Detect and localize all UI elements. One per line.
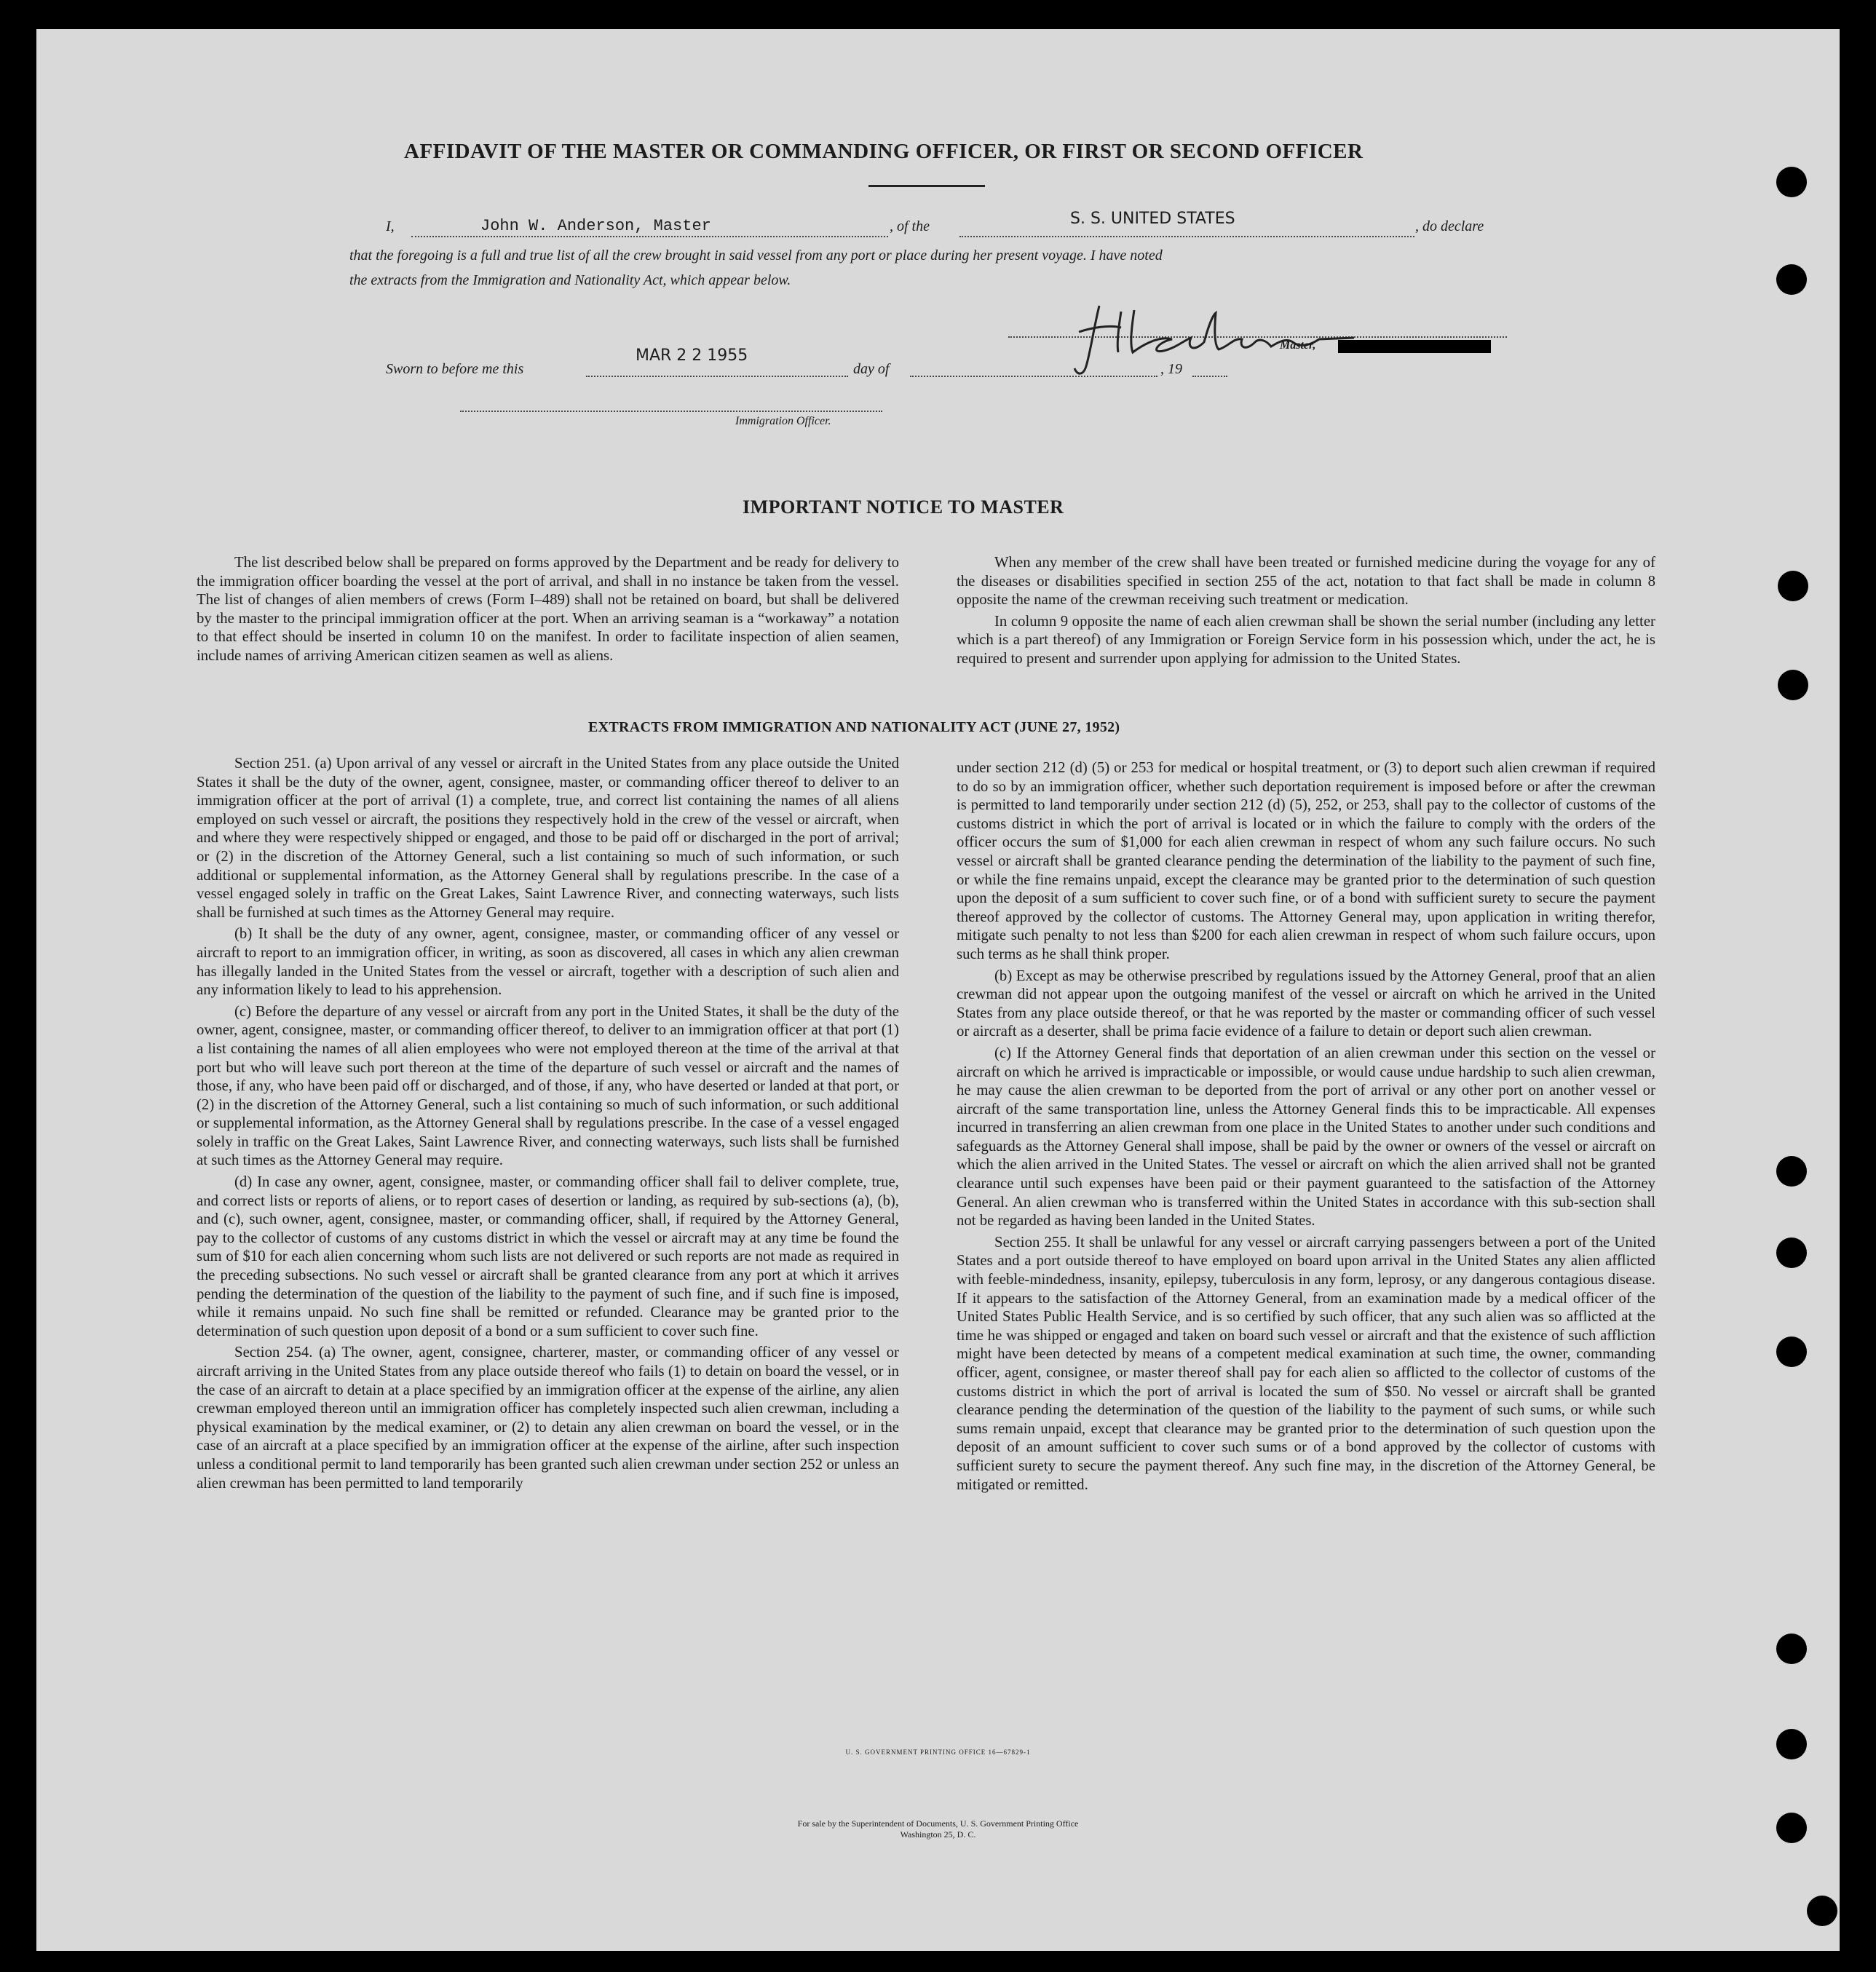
master-label: Master, <box>1280 339 1316 352</box>
extracts-left-column <box>197 754 899 1495</box>
sale-line-1: For sale by the Superintendent of Documents, U. S. Government Printing Office <box>797 1818 1079 1829</box>
punch-hole <box>1776 1813 1807 1843</box>
sale-line-2: Washington 25, D. C. <box>900 1829 976 1840</box>
section-251-a: Section 251. (a) Upon arrival of any vessel or aircraft in the United States from any place outside the United States it shall be the duty of the owner, agent, consignee, master, or commanding officer thereof to deliver to an immigration officer at the port of arrival (1) a complete, true, and correct list containing the names of all aliens employed on such vessel or aircraft, the positions they respectively hold in the crew of the vessel or aircraft, when and where they were respectively shipped or engaged, and those to be paid off or discharged in the port of arrival; or (2) in the discretion of the Attorney General, such a list containing so much of such information, or such additional or supplemental information, as the Attorney General shall by regulations prescribe. In the case of a vessel engaged solely in traffic on the Great Lakes, Saint Lawrence River, and connecting waterways, such lists shall be furnished at such times as the Attorney General may require. <box>197 755 899 921</box>
printing-office-line: U. S. GOVERNMENT PRINTING OFFICE 16—67829-1 <box>845 1749 1031 1756</box>
year-blank <box>1192 376 1227 377</box>
statement-line-2: the extracts from the Immigration and Nationality Act, which appear below. <box>349 272 791 288</box>
day-of-label: day of <box>853 361 890 377</box>
section-255: Section 255. It shall be unlawful for any vessel or aircraft carrying passengers between a port of the United States and a port outside thereof to have employed on board upon arrival in the United States any alien afflicted with feeble-mindedness, insanity, epilepsy, tuberculosis in any form, leprosy, or any dangerous contagious disease. If it appears to the satisfaction of the Attorney General, from an examination made by a medical officer of the United States Public Health Service, and is so certified by such officer, that any such alien was so afflicted at the time he was shipped or engaged and taken on board such vessel or aircraft and that the existence of such affliction might have been detected by means of a competent medical examination at such time, the owner, commanding officer, agent, consignee, or master thereof shall pay for each alien so afflicted to the collector of customs of the customs district in which the port of arrival is located the sum of $50. No vessel or aircraft shall be granted clearance pending the determination of the question of the liability to the payment of such sums, or while such sums remain unpaid, except that clearance may be granted prior to the determination of such question upon the deposit of an amount sufficient to cover such sums or of a bond approved by the collector of customs with sufficient surety to secure the payment thereof. Any such fine may, in the discretion of the Attorney General, be mitigated or remitted. <box>957 1233 1655 1493</box>
vessel-name: S. S. UNITED STATES <box>1070 210 1235 228</box>
notice-paragraph: In column 9 opposite the name of each alien crewman shall be shown the serial number (including any letter which is a part thereof) of any Immigration or Foreign Service form in his possession which, under the act, he is required to present and surrender upon applying for admission to the United States. <box>957 612 1655 667</box>
punch-hole <box>1776 1634 1807 1664</box>
section-254-b: (b) Except as may be otherwise prescribed by regulations issued by the Attorney General, proof that an alien crewman did not appear upon the outgoing manifest of the vessel or aircraft on which he arrived in the United States from any place outside thereof, or that he was reported by the master or commanding officer of such vessel or aircraft as a deserter, shall be prima facie evidence of a failure to detain or deport such alien crewman. <box>957 967 1655 1040</box>
punch-hole <box>1776 1337 1807 1367</box>
punch-hole <box>1776 1156 1807 1187</box>
title-rule <box>868 185 985 187</box>
section-251-b: (b) It shall be the duty of any owner, agent, consignee, master, or commanding officer of any vessel or aircraft to report to an immigration officer, in writing, as soon as discovered, all cases in which any alien crewman has illegally landed in the United States from the vessel or aircraft, together with a description of such alien and any information likely to lead to his apprehension. <box>197 925 899 999</box>
of-the-label: , of the <box>890 218 930 234</box>
notice-right-column <box>957 553 1655 671</box>
punch-hole <box>1776 264 1807 295</box>
master-signature <box>1048 290 1361 381</box>
punch-hole <box>1778 670 1808 700</box>
punch-hole <box>1776 1238 1807 1268</box>
extracts-right-column <box>957 759 1655 1497</box>
officer-label: Immigration Officer. <box>735 415 831 427</box>
punch-hole <box>1778 571 1808 601</box>
month-blank <box>910 376 1157 377</box>
officer-signature-blank <box>460 411 882 412</box>
name-blank <box>411 236 888 237</box>
notice-left-column <box>197 553 899 668</box>
affidavit-title: AFFIDAVIT OF THE MASTER OR COMMANDING OFFICER, OR FIRST OR SECOND OFFICER <box>404 140 1364 163</box>
sale-notice <box>0 1818 1876 1840</box>
i-label: I, <box>386 218 395 234</box>
section-251-d: (d) In case any owner, agent, consignee, master, or commanding officer shall fail to deliver complete, true, and correct lists or reports of aliens, or to report cases of desertion or landing, as required by sub-sections (a), (b), and (c), such owner, agent, consignee, master, or commanding officer, shall, if required by the Attorney General, pay to the collector of customs of any customs district in which the vessel or aircraft may at any time be found the sum of $10 for each alien concerning whom such lists are not delivered or such reports are not made as required in the preceding subsections. No such vessel or aircraft shall be granted clearance from any port at which it arrives pending the determination of the question of the liability to the payment of such fine, and if such fine is imposed, while it remains unpaid. No such fine shall be remitted or refunded. Clearance may be granted prior to the determination of such question upon deposit of a bond or a sum sufficient to cover such fine. <box>197 1173 899 1339</box>
punch-hole <box>1807 1896 1837 1926</box>
extracts-title: EXTRACTS FROM IMMIGRATION AND NATIONALITY ACT (JUNE 27, 1952) <box>588 719 1120 735</box>
notice-paragraph: When any member of the crew shall have been treated or furnished medicine during the voyage for any of the diseases or disabilities specified in section 255 of the act, notation to that fact shall be made in column 8 opposite the name of the crewman receiving such treatment or medication. <box>957 554 1655 609</box>
sworn-label: Sworn to before me this <box>386 361 524 377</box>
declarant-name: John W. Anderson, Master <box>480 217 711 235</box>
sworn-day-blank <box>586 376 848 377</box>
section-254-a-continued: under section 212 (d) (5) or 253 for medical or hospital treatment, or (3) to deport such alien crewman if required to do so by an immigration officer, whether such deportation requirement is imposed before or after the crewman is permitted to land temporarily under section 212 (d) (5), 252, or 253, shall pay to the collector of customs of the customs district in which the port of arrival is located or in which the failure to comply with the orders of the officer occurs the sum of $1,000 for each alien crewman in respect of whom any such failure occurs. No such vessel or aircraft shall be granted clearance pending the determination of the liability to the payment of such fine, or while the fine remains unpaid, except the clearance may be granted prior to the determination of such question upon the deposit of a sum sufficient to cover such fine, or of a bond with sufficient surety to secure the payment thereof approved by the collector of customs. The Attorney General may, upon application in writing therefor, mitigate such penalty to not less than $200 for each alien crewman in respect of whom such failure occurs, upon such terms as he shall think proper. <box>957 759 1655 962</box>
section-251-c: (c) Before the departure of any vessel or aircraft from any port in the United States, it shall be the duty of the owner, agent, consignee, master, or commanding officer thereof, to deliver to an immigration officer at that port (1) a list containing the names of all alien employees who were not employed thereon at the time of the arrival at that port but who will leave such port thereon at the time of the departure of such vessel or aircraft and the names of those, if any, who have been paid off or discharged, and of those, if any, who have deserted or landed at that port, or (2) in the discretion of the Attorney General, such a list containing so much of such information, or such additional or supplemental information, as the Attorney General shall by regulations prescribe. In the case of a vessel engaged solely in traffic on the Great Lakes, Saint Lawrence River, and connecting waterways, such lists shall be furnished at such times as the Attorney General may require. <box>197 1002 899 1169</box>
punch-hole <box>1776 1729 1807 1759</box>
notice-paragraph: The list described below shall be prepared on forms approved by the Department and be ready for delivery to the immigration officer boarding the vessel at the port of arrival, and shall in no instance be taken from the vessel. The list of changes of alien members of crews (Form I–489) shall not be retained on board, but shall be delivered by the master to the principal immigration officer at the port. When an arriving seaman is a “workaway” a notation to that effect should be inserted in column 10 on the manifest. In order to facilitate inspection of alien seamen, include names of arriving American citizen seamen as well as aliens. <box>197 554 899 664</box>
statement-line-1: that the foregoing is a full and true list of all the crew brought in said vessel from any port or place during her present voyage. I have noted <box>349 248 1163 264</box>
section-254-c: (c) If the Attorney General finds that deportation of an alien crewman under this section on the vessel or aircraft on which he arrived is impracticable or impossible, or would cause undue hardship to such alien crewman, he may cause the alien crewman to be deported from the port of arrival or any other port on another vessel or aircraft of the same transportation line, unless the Attorney General finds this to be impracticable. All expenses incurred in transferring an alien crewman from one place in the United States to another under such conditions and safeguards as the Attorney General shall impose, shall be paid by the owner or owners of the vessel or aircraft on which the alien arrived in the United States. The vessel or aircraft on which the alien arrived shall not be granted clearance until such expenses have been paid or their payment guaranteed to the satisfaction of the Attorney General. An alien crewman who is transferred within the United States in accordance with this sub-section shall not be regarded as having been landed in the United States. <box>957 1044 1655 1229</box>
sworn-date-stamp: MAR 2 2 1955 <box>636 347 748 365</box>
vessel-blank <box>959 236 1414 237</box>
redaction-bar <box>1338 340 1491 353</box>
punch-hole <box>1776 167 1807 197</box>
notice-title: IMPORTANT NOTICE TO MASTER <box>743 496 1064 518</box>
section-254-a: Section 254. (a) The owner, agent, consignee, charterer, master, or commanding officer of any vessel or aircraft arriving in the United States from any place outside thereof who fails (1) to detain on board the vessel, or in the case of an aircraft to detain at a place specified by an immigration officer at the expense of the airline, any alien crewman employed thereon until an immigration officer has completely inspected such alien crewman, including a physical examination by the medical examiner, or (2) to detain any alien crewman on board the vessel, or in the case of an aircraft at a place specified by an immigration officer at the expense of the airline, after such inspection unless a conditional permit to land temporarily has been granted such alien crewman under section 252 or unless an alien crewman has been permitted to land temporarily <box>197 1344 899 1492</box>
year-label: , 19 <box>1160 361 1182 377</box>
do-declare-label: , do declare <box>1415 218 1484 234</box>
